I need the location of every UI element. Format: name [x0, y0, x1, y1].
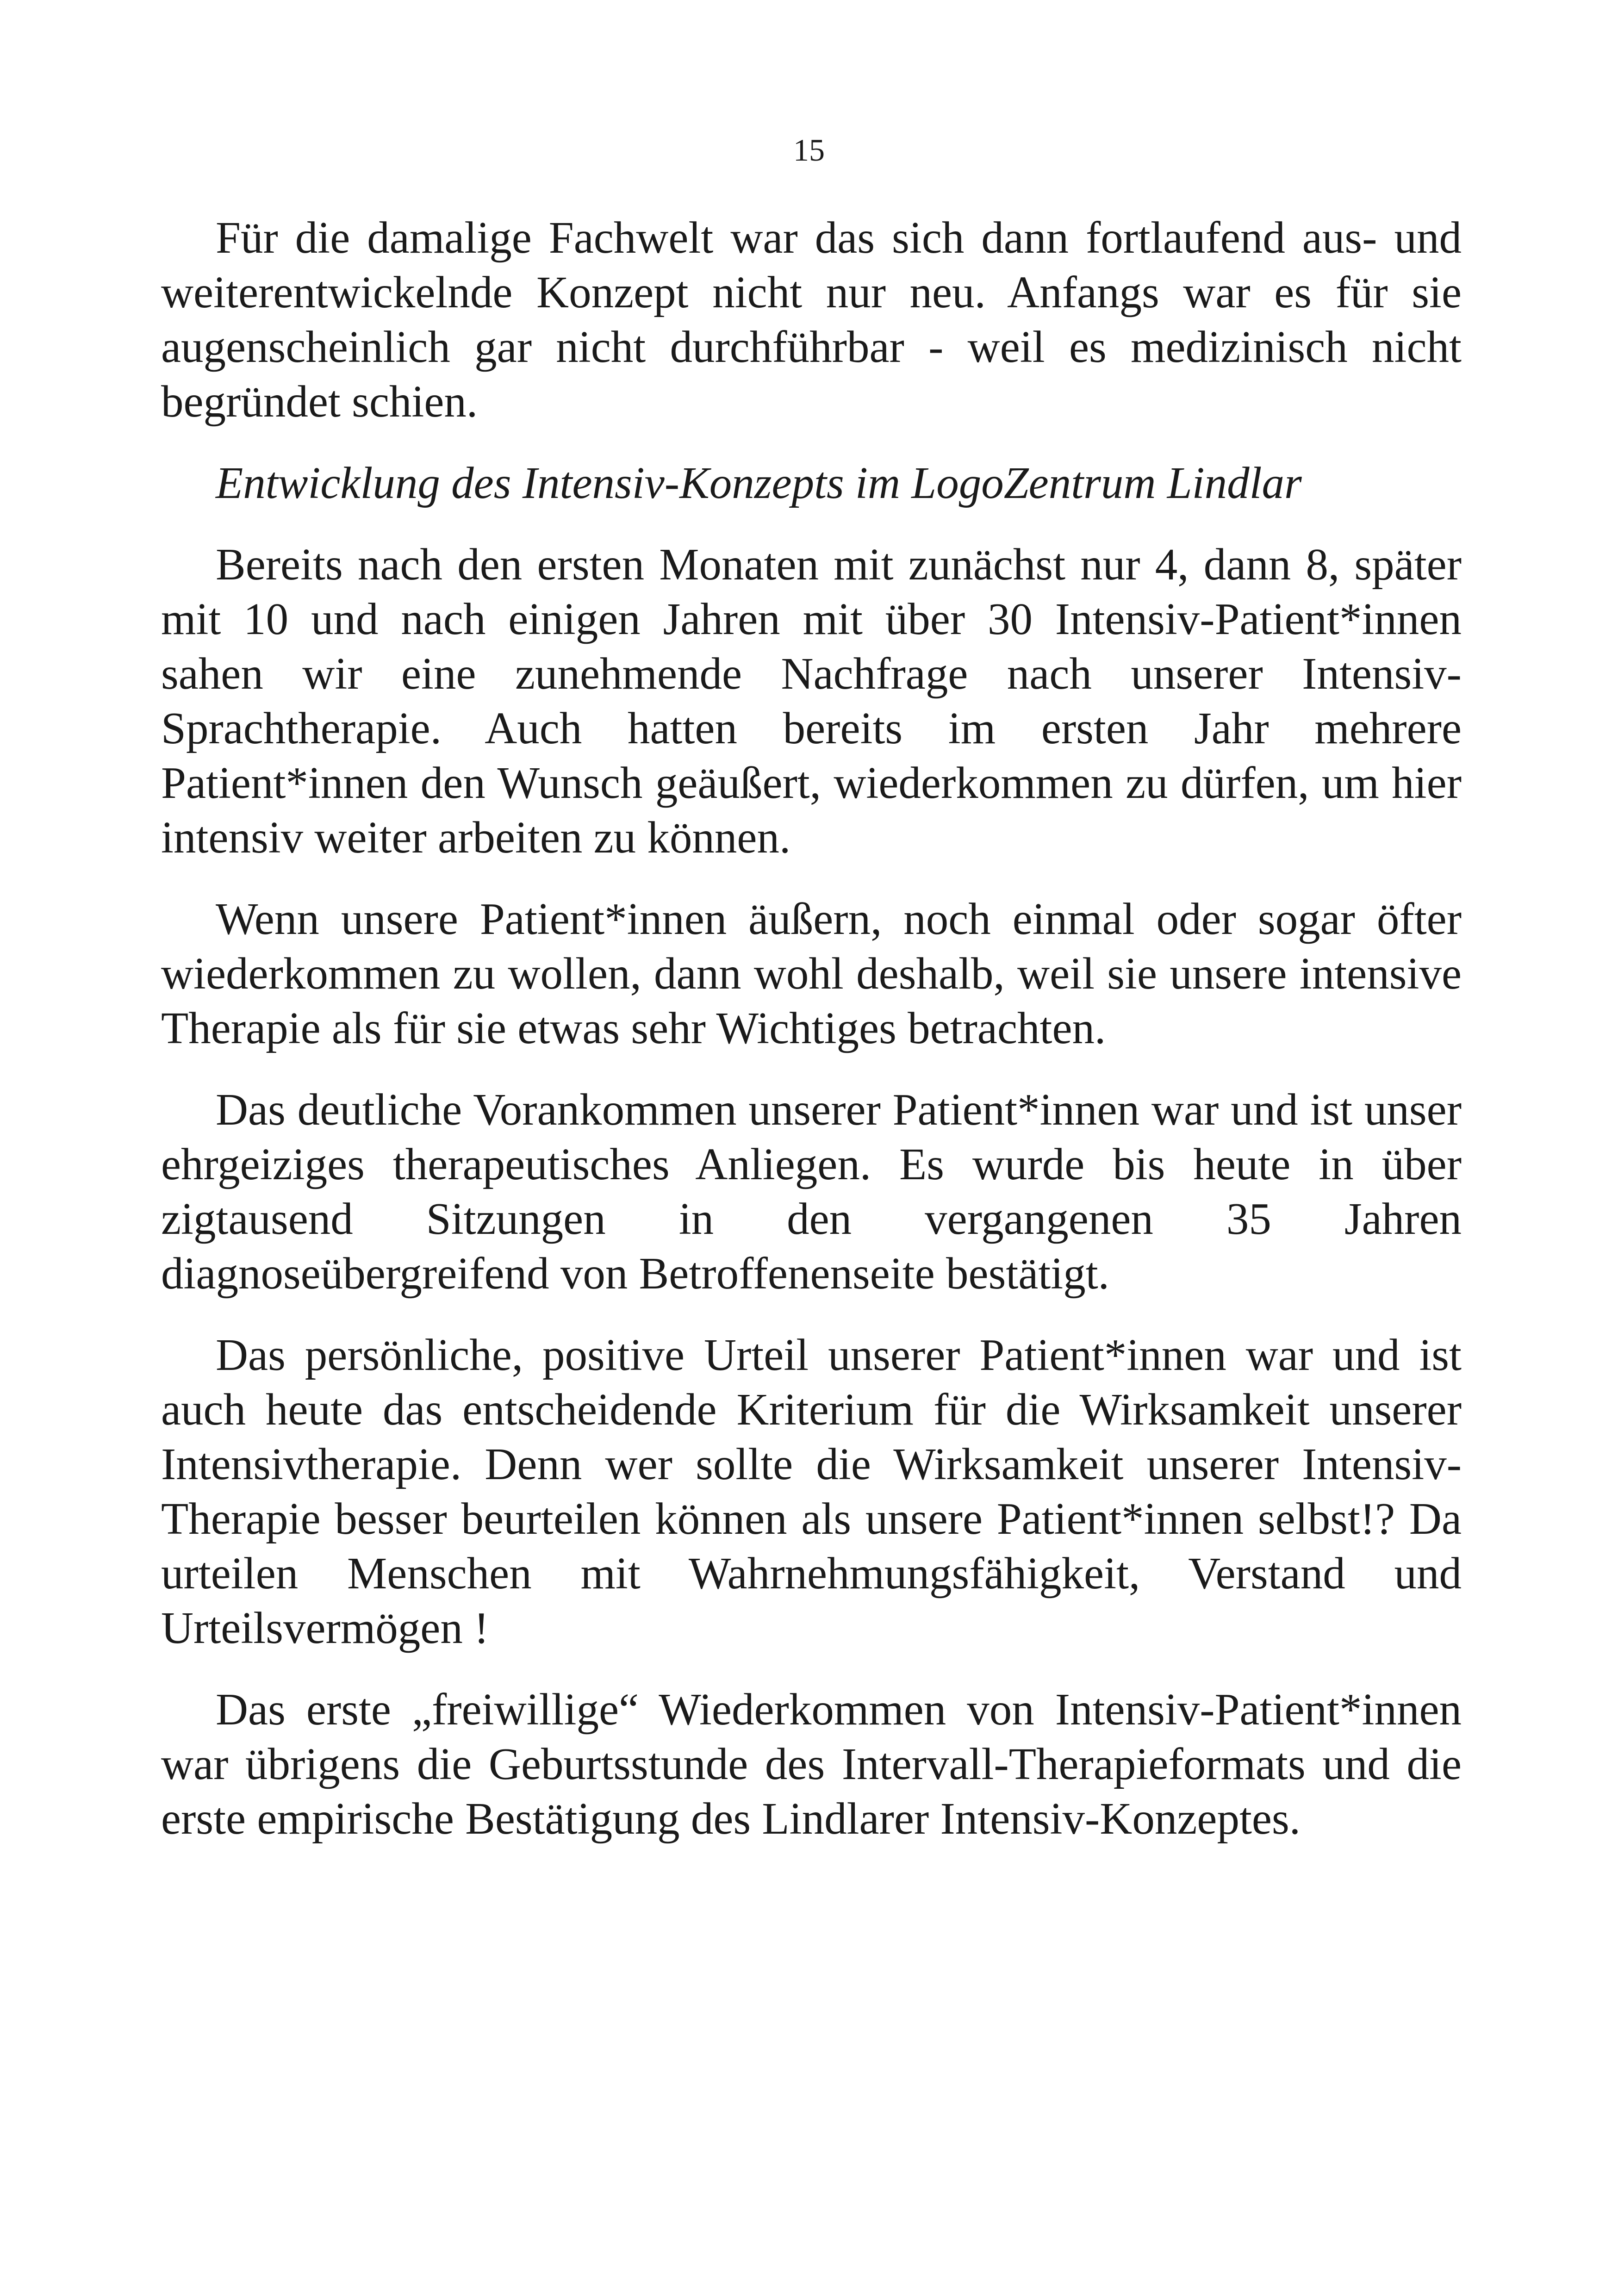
paragraph: Wenn unsere Patient*innen äußern, noch einmal oder sogar öfter wiederkommen zu wollen, dann wohl deshalb, weil sie unsere intensive Therapie als für sie etwas sehr Wichtiges betrachten. — [161, 894, 1462, 1053]
body-text — [161, 211, 1462, 1873]
paragraph: Das persönliche, positive Urteil unserer Patient*innen war und ist auch heute das entscheidende Kriterium für die Wirksamkeit unserer Intensivtherapie. Denn wer sollte die Wirksamkeit unserer Intensiv-Therapie besser beurteilen können als unsere Patient*innen selbst!? Da urteilen Menschen mit Wahrnehmungsfähigkeit, Verstand und Urteilsvermögen ! — [161, 1330, 1462, 1653]
paragraph: Das deutliche Vorankommen unserer Patient*innen war und ist unser ehrgeiziges therapeutisches Anliegen. Es wurde bis heute in über zigtausend Sitzungen in den vergangenen 35 Jahren diagnoseübergreifend von Betroffenenseite bestätigt. — [161, 1085, 1462, 1298]
paragraph: Das erste „freiwillige“ Wiederkommen von Intensiv-Patient*innen war übrigens die Geburtsstunde des Intervall-Therapieformats und die erste empirische Bestätigung des Lindlarer Intensiv-Konzeptes. — [161, 1685, 1462, 1843]
section-heading: Entwicklung des Intensiv-Konzepts im LogoZentrum Lindlar — [216, 458, 1302, 508]
paragraph: Bereits nach den ersten Monaten mit zunächst nur 4, dann 8, später mit 10 und nach einigen Jahren mit über 30 Intensiv-Patient*innen sahen wir eine zunehmende Nachfrage nach unserer Intensiv-Sprachtherapie. Auch hatten bereits im ersten Jahr mehrere Patient*innen den Wunsch geäußert, wiederkommen zu dürfen, um hier intensiv weiter arbeiten zu können. — [161, 540, 1462, 862]
page-number: 15 — [793, 132, 825, 168]
paragraph-intro: Für die damalige Fachwelt war das sich dann fortlaufend aus- und weiterentwickelnde Konzept nicht nur neu. Anfangs war es für sie augenscheinlich gar nicht durchführbar - weil es medizinisch nicht begründet schien. — [161, 213, 1462, 426]
